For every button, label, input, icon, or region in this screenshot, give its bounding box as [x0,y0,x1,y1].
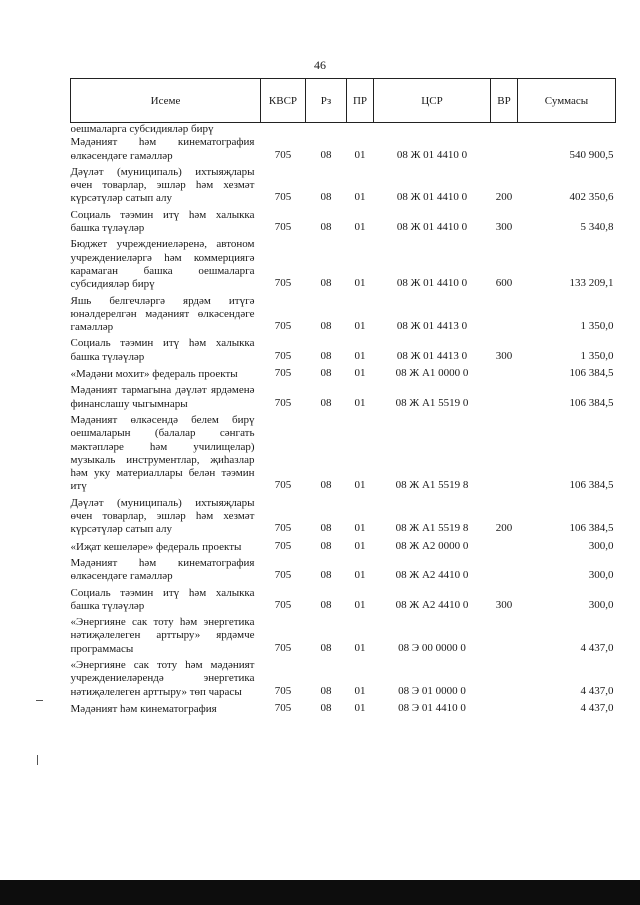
cell-vr: 200 [495,522,513,535]
cell-name: Дәүләт (муниципаль) ихтыяҗлары өчен товарлар, эшләр һәм хезмәт күрсәтүләр сатып алу [70,496,255,536]
cell-rz [306,123,347,137]
cell-sum: 106 384,5 [569,479,614,492]
cell-csr: 08 Ж А2 4410 0 [395,598,469,611]
page-number: 46 [314,58,326,72]
cell-csr: 08 Ж 01 4410 0 [396,191,468,204]
cell-sum: 1 350,0 [580,349,614,362]
cell-vr [491,123,518,137]
cell-vr [491,136,518,166]
cell-vr [491,616,518,659]
cell-sum: 402 350,6 [569,191,614,204]
cell-csr: 08 Ж 01 4413 0 [396,320,468,333]
cell-sum: 300,0 [588,598,614,611]
cell-pr: 01 [354,701,366,714]
cell-pr: 01 [354,277,366,290]
cell-pr: 01 [354,598,366,611]
cell-vr: 300 [495,598,513,611]
table-row [71,123,616,137]
header-name: Исеме [71,79,261,123]
header-csr: ЦСР [374,79,491,123]
cell-sum: 4 437,0 [580,701,614,714]
cell-csr: 08 Ж А2 0000 0 [395,539,469,552]
cell-vr [491,540,518,557]
cell-rz: 08 [320,539,332,552]
cell-pr: 01 [354,539,366,552]
cell-name: «Мәдәни мохит» федераль проекты [70,368,238,381]
cell-rz: 08 [320,191,332,204]
table-row [71,337,616,367]
cell-vr: 300 [495,221,513,234]
cell-pr: 01 [354,479,366,492]
cell-kvsr: 705 [274,349,292,362]
header-kvsr: КВСР [261,79,306,123]
cell-pr: 01 [354,367,366,380]
cell-csr: 08 Ж 01 4410 0 [396,148,468,161]
cell-pr: 01 [354,148,366,161]
cell-kvsr: 705 [274,684,292,697]
cell-pr: 01 [354,569,366,582]
cell-csr: 08 Э 01 0000 0 [398,684,466,697]
cell-sum: 5 340,8 [580,221,614,234]
table-row [71,238,616,294]
cell-pr: 01 [354,221,366,234]
header-sum: Суммасы [518,79,616,123]
table-row [71,659,616,702]
table-row [71,616,616,659]
cell-name: «Энергияне сак тоту һәм мәдәният учреждениеләрендә энергетика нәтиҗәлелеген арттыру» төп чарасы [70,658,255,698]
cell-rz: 08 [320,320,332,333]
cell-csr: 08 Ж А1 5519 0 [395,396,469,409]
cell-name: Социаль тәэмин итү һәм халыкка башка түләүләр [70,337,255,363]
cell-rz: 08 [320,598,332,611]
cell-pr: 01 [354,396,366,409]
cell-rz: 08 [320,221,332,234]
cell-rz: 08 [320,701,332,714]
table-row [71,414,616,497]
cell-vr [491,414,518,497]
table-row [71,166,616,209]
cell-name: оешмаларга субсидияләр бирү [70,123,214,135]
table-row [71,540,616,557]
cell-vr [491,557,518,587]
cell-vr [491,367,518,384]
cell-pr: 01 [354,320,366,333]
cell-vr [491,659,518,702]
cell-name: Мәдәният һәм кинематография [70,702,217,715]
cell-vr: 200 [495,191,513,204]
table-header-row [71,79,616,123]
cell-rz: 08 [320,641,332,654]
cell-name: «Иҗат кешеләре» федераль проекты [70,540,242,553]
cell-sum: 106 384,5 [569,396,614,409]
cell-kvsr: 705 [274,148,292,161]
cell-name: Мәдәният тармагына дәүләт ярдәменә финанслашу чыгымнары [70,384,255,410]
cell-kvsr: 705 [274,569,292,582]
cell-vr [491,384,518,414]
cell-pr: 01 [354,641,366,654]
cell-rz: 08 [320,569,332,582]
scan-mark [37,755,38,765]
scan-bottom-border [0,880,640,905]
cell-pr: 01 [354,522,366,535]
cell-pr: 01 [354,191,366,204]
header-pr: ПР [347,79,374,123]
cell-kvsr: 705 [274,277,292,290]
cell-kvsr: 705 [274,701,292,714]
cell-kvsr: 705 [274,598,292,611]
table-row [71,295,616,338]
cell-kvsr: 705 [274,320,292,333]
cell-vr: 300 [495,349,513,362]
cell-name: Бюджет учреждениеләренә, автоном учреждениеләргә һәм коммерциягә карамаган башка оешмаларга субсидияләр бирү [70,238,255,291]
cell-kvsr: 705 [274,367,292,380]
cell-csr: 08 Ж 01 4413 0 [396,349,468,362]
cell-sum: 540 900,5 [569,148,614,161]
cell-name: «Энергияне сак тоту һәм энергетика нәтиҗәлелеген арттыру» ярдәмче программасы [70,616,255,655]
cell-kvsr [261,123,306,137]
cell-csr: 08 Э 01 4410 0 [398,701,466,714]
cell-csr: 08 Ж А1 0000 0 [395,367,469,380]
table-row [71,136,616,166]
cell-sum: 106 384,5 [569,522,614,535]
cell-sum: 4 437,0 [580,684,614,697]
cell-name: Яшь белгечләргә ярдәм итүгә юнәлдерелгән мәдәният өлкәсендәге гамәлләр [70,294,255,334]
cell-rz: 08 [320,479,332,492]
cell-name: Мәдәният һәм кинематография өлкәсендәге гамәлләр [70,556,255,583]
table-row [71,587,616,617]
cell-rz: 08 [320,396,332,409]
cell-vr [491,295,518,338]
table-row [71,497,616,540]
cell-vr: 600 [495,277,513,290]
cell-name: Мәдәният өлкәсендә белем бирү оешмаларын (балалар сәнгать мәктәпләре һәм училищелар) музыкаль инструментлар, җиһазлар һәм уку материаллары белән тәэмин итү [70,413,255,493]
table-row [71,702,616,719]
cell-rz: 08 [320,349,332,362]
cell-kvsr: 705 [274,641,292,654]
table-row [71,384,616,414]
cell-rz: 08 [320,367,332,380]
cell-csr: 08 Ж 01 4410 0 [396,277,468,290]
cell-vr [491,702,518,719]
cell-kvsr: 705 [274,522,292,535]
cell-rz: 08 [320,684,332,697]
header-rz: Рз [306,79,347,123]
cell-sum [518,123,616,137]
header-vr: ВР [491,79,518,123]
cell-pr: 01 [354,349,366,362]
cell-kvsr: 705 [274,539,292,552]
cell-kvsr: 705 [274,396,292,409]
table-row [71,209,616,239]
cell-name: Социаль тәэмин итү һәм халыкка башка түләүләр [70,208,255,235]
table-row [71,367,616,384]
cell-sum: 4 437,0 [580,641,614,654]
cell-sum: 106 384,5 [569,367,614,380]
table-row [71,557,616,587]
cell-csr: 08 Ж А1 5519 8 [395,522,469,535]
cell-name: Мәдәният һәм кинематография өлкәсендәге гамәлләр [70,136,255,162]
cell-sum: 133 209,1 [569,277,614,290]
table-body [71,123,616,720]
cell-rz: 08 [320,277,332,290]
cell-kvsr: 705 [274,221,292,234]
cell-rz: 08 [320,148,332,161]
cell-csr: 08 Ж А2 4410 0 [395,569,469,582]
cell-sum: 300,0 [588,539,614,552]
cell-sum: 1 350,0 [580,320,614,333]
scan-mark [36,700,43,701]
cell-name: Социаль тәэмин итү һәм халыкка башка түләүләр [70,586,255,612]
cell-kvsr: 705 [274,479,292,492]
cell-kvsr: 705 [274,191,292,204]
cell-csr [374,123,491,137]
budget-table [70,78,616,719]
cell-name: Дәүләт (муниципаль) ихтыяҗлары өчен товарлар, эшләр һәм хезмәт күрсәтүләр сатып алу [70,165,255,205]
cell-csr: 08 Э 00 0000 0 [398,641,466,654]
cell-pr: 01 [354,684,366,697]
cell-sum: 300,0 [588,569,614,582]
cell-csr: 08 Ж 01 4410 0 [396,221,468,234]
cell-pr [347,123,374,137]
cell-rz: 08 [320,522,332,535]
cell-csr: 08 Ж А1 5519 8 [395,479,469,492]
